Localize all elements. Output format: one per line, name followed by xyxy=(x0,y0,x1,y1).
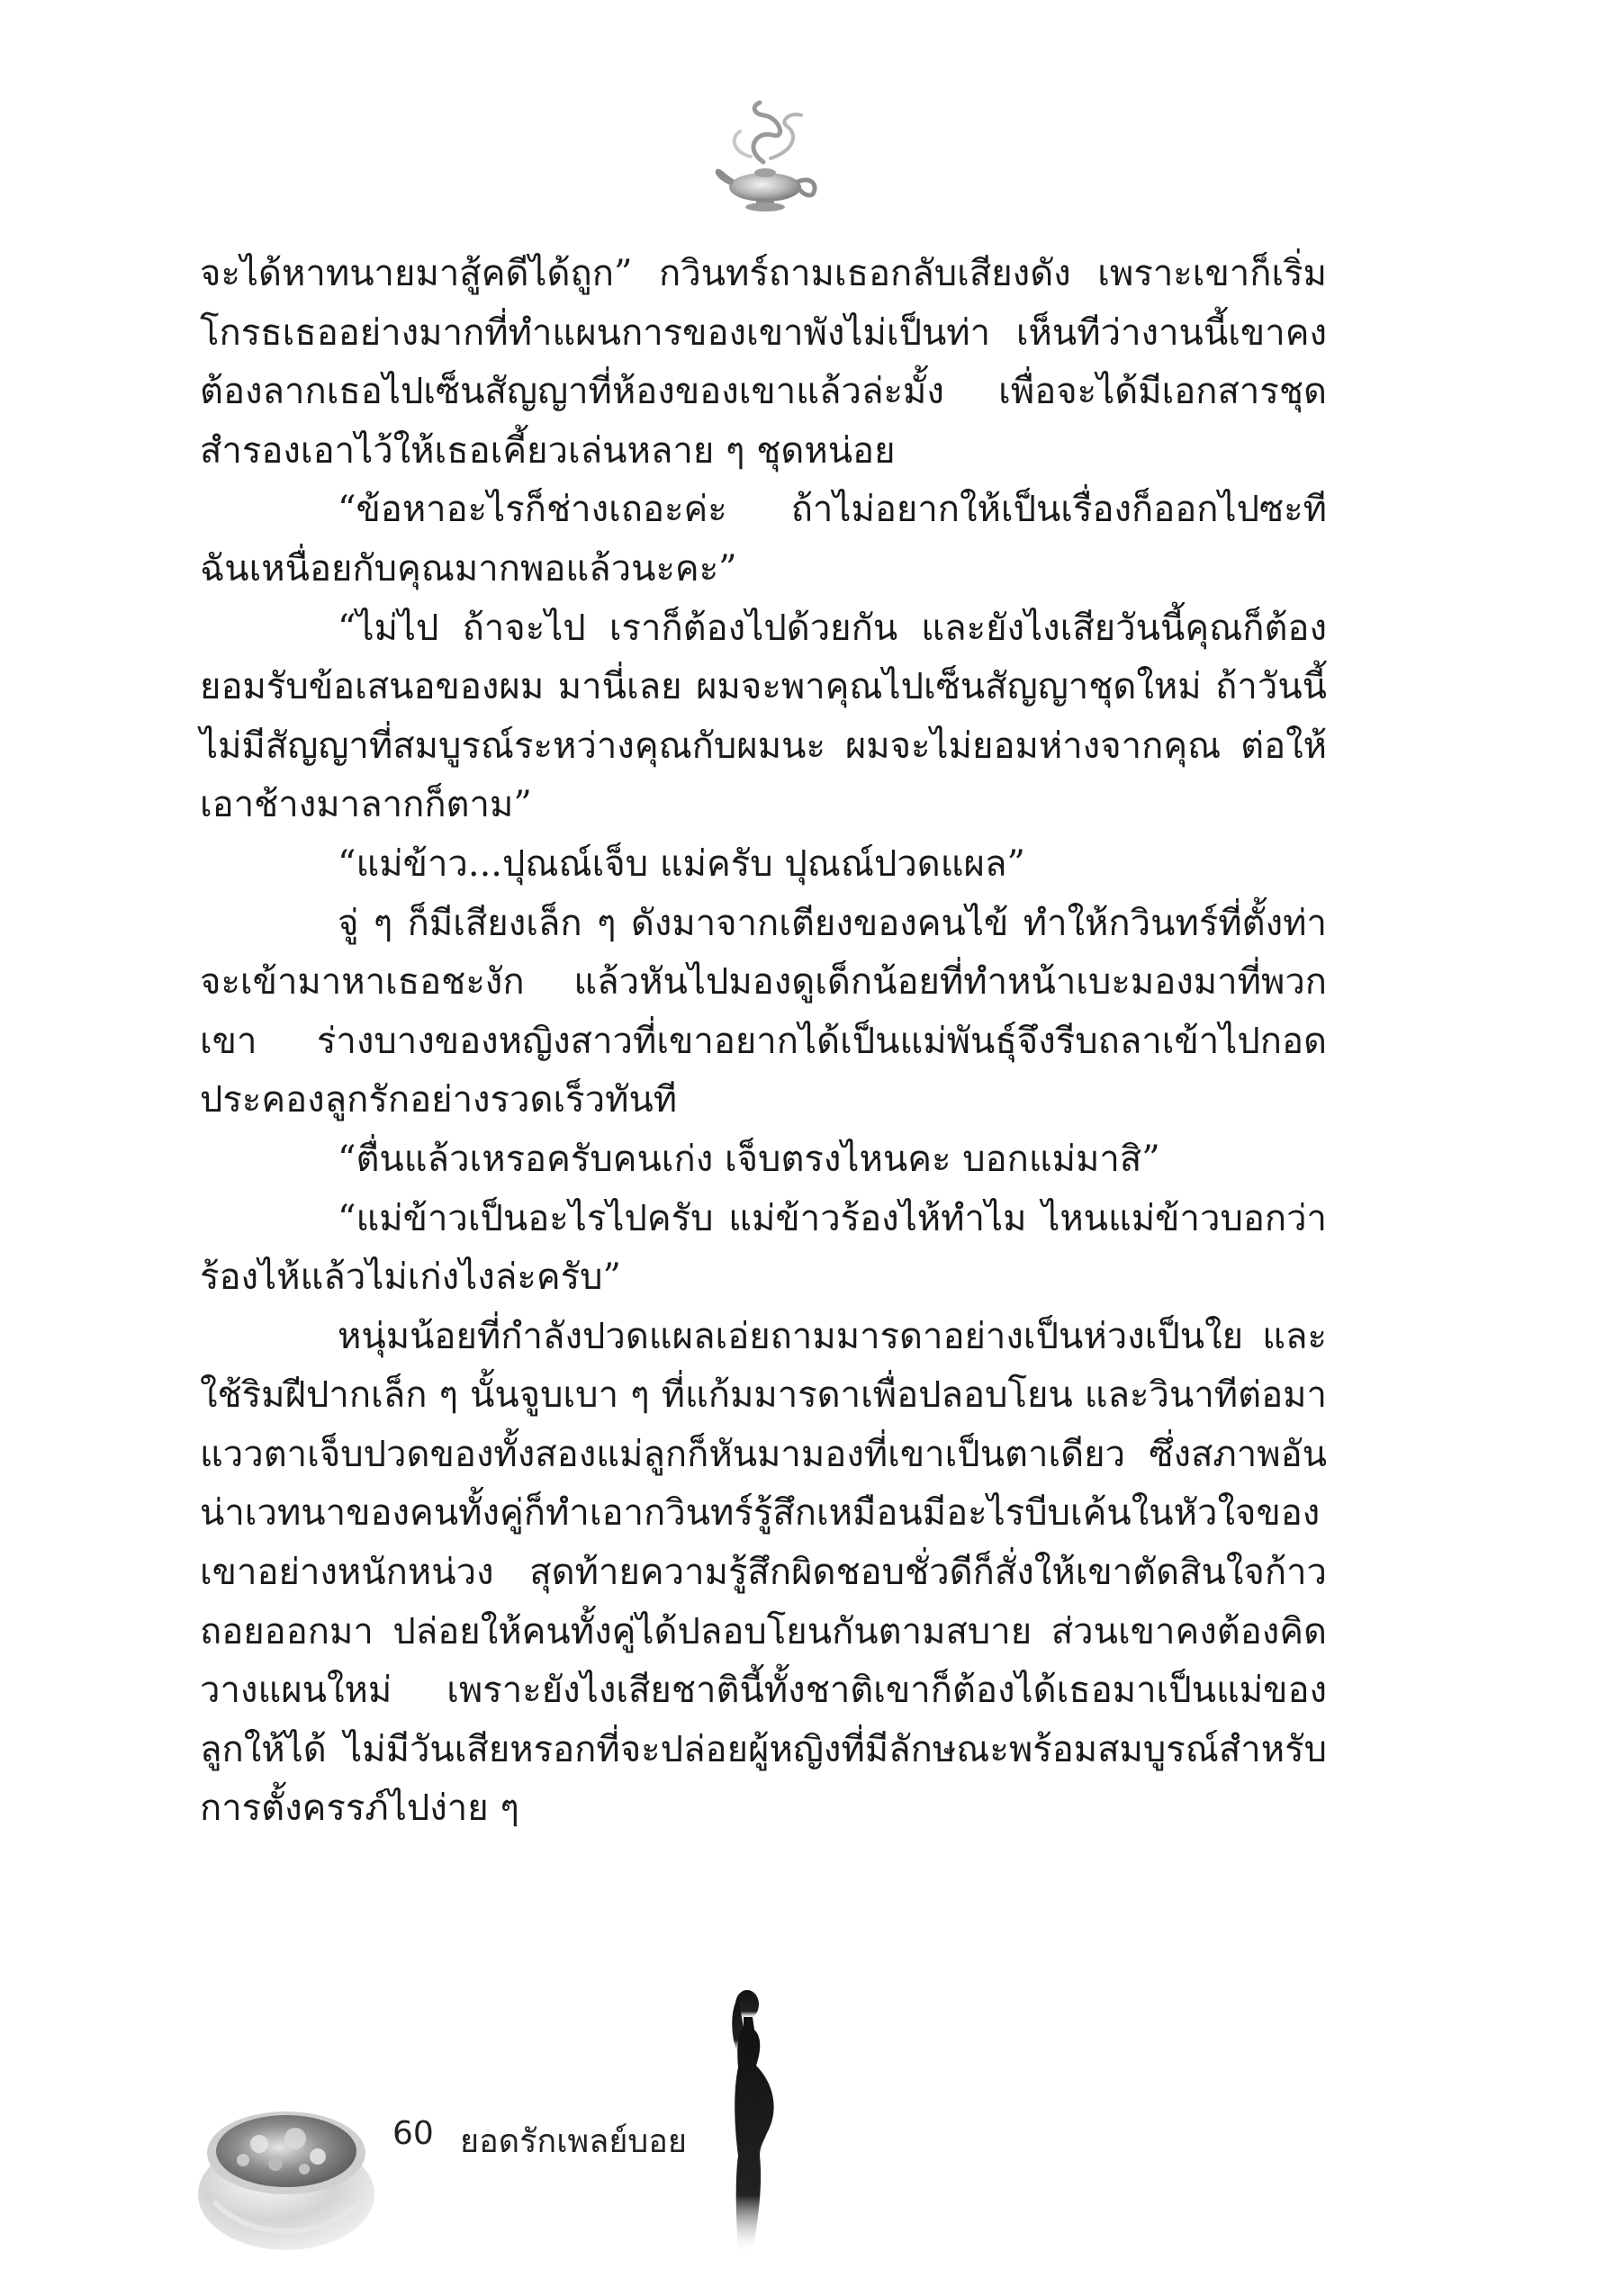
magic-lamp-ornament-icon xyxy=(708,99,825,216)
pregnant-woman-silhouette-icon xyxy=(711,1985,792,2255)
page-number: 60 xyxy=(392,2115,434,2152)
bowl-decoration-icon xyxy=(196,2086,385,2257)
paragraph: “ไม่ไป ถ้าจะไป เราก็ต้องไปด้วยกัน และยังไงเสียวันนี้คุณก็ต้องยอมรับข้อเสนอของผม มานี่เลย ผมจะพาคุณไปเซ็นสัญญาชุดใหม่ ถ้าวันนี้ไม่มีสัญญาที่สมบูรณ์ระหว่างคุณกับผมนะ ผมจะไม่ยอมห่างจากคุณ ต่อให้เอาช้างมาลากก็ตาม” xyxy=(200,607,1327,826)
page-footer xyxy=(0,2025,1605,2296)
paragraph: “ข้อหาอะไรก็ช่างเถอะค่ะ ถ้าไม่อยากให้เป็นเรื่องก็ออกไปซะที ฉันเหนื่อยกับคุณมากพอแล้วนะคะ” xyxy=(200,489,1327,590)
paragraph: จะได้หาทนายมาสู้คดีได้ถูก” กวินทร์ถามเธอกลับเสียงดัง เพราะเขาก็เริ่มโกรธเธออย่างมากที่ทำแผนการของเขาพังไม่เป็นท่า เห็นทีว่างานนี้เขาคงต้องลากเธอไปเซ็นสัญญาที่ห้องของเขาแล้วล่ะมั้ง เพื่อจะได้มีเอกสารชุดสำรองเอาไว้ให้เธอเคี้ยวเล่นหลาย ๆ ชุดหน่อย xyxy=(200,253,1327,472)
book-title: ยอดรักเพลย์บอย xyxy=(460,2123,687,2160)
paragraph: จู่ ๆ ก็มีเสียงเล็ก ๆ ดังมาจากเตียงของคนไข้ ทำให้กวินทร์ที่ตั้งท่าจะเข้ามาหาเธอชะงัก แล้วหันไปมองดูเด็กน้อยที่ทำหน้าเบะมองมาที่พวกเขา ร่างบางของหญิงสาวที่เขาอยากได้เป็นแม่พันธุ์จึงรีบถลาเข้าไปกอดประคองลูกรักอย่างรวดเร็วทันที xyxy=(200,902,1327,1121)
paragraph: “แม่ข้าว...ปุณณ์เจ็บ แม่ครับ ปุณณ์ปวดแผล” xyxy=(338,842,1025,885)
paragraph: “แม่ข้าวเป็นอะไรไปครับ แม่ข้าวร้องไห้ทำไม ไหนแม่ข้าวบอกว่าร้องไห้แล้วไม่เก่งไงล่ะครับ” xyxy=(200,1197,1327,1299)
paragraph: “ตื่นแล้วเหรอครับคนเก่ง เจ็บตรงไหนคะ บอกแม่มาสิ” xyxy=(338,1138,1160,1180)
paragraph: หนุ่มน้อยที่กำลังปวดแผลเอ่ยถามมารดาอย่างเป็นห่วงเป็นใย และใช้ริมฝีปากเล็ก ๆ นั้นจูบเบา ๆ ที่แก้มมารดาเพื่อปลอบโยน และวินาทีต่อมาแววตาเจ็บปวดของทั้งสองแม่ลูกก็หันมามองที่เขาเป็นตาเดียว ซึ่งสภาพอันน่าเวทนาของคนทั้งคู่ก็ทำเอากวินทร์รู้สึกเหมือนมีอะไรบีบเค้นในหัวใจของเขาอย่างหนักหน่วง สุดท้ายความรู้สึกผิดชอบชั่วดีก็สั่งให้เขาตัดสินใจก้าวถอยออกมา ปล่อยให้คนทั้งคู่ได้ปลอบโยนกันตามสบาย ส่วนเขาคงต้องคิดวางแผนใหม่ เพราะยังไงเสียชาตินี้ทั้งชาติเขาก็ต้องได้เธอมาเป็นแม่ของลูกให้ได้ ไม่มีวันเสียหรอกที่จะปล่อยผู้หญิงที่มีลักษณะพร้อมสมบูรณ์สำหรับการตั้งครรภ์ไปง่าย ๆ xyxy=(200,1315,1327,1830)
body-text xyxy=(200,245,1327,1839)
